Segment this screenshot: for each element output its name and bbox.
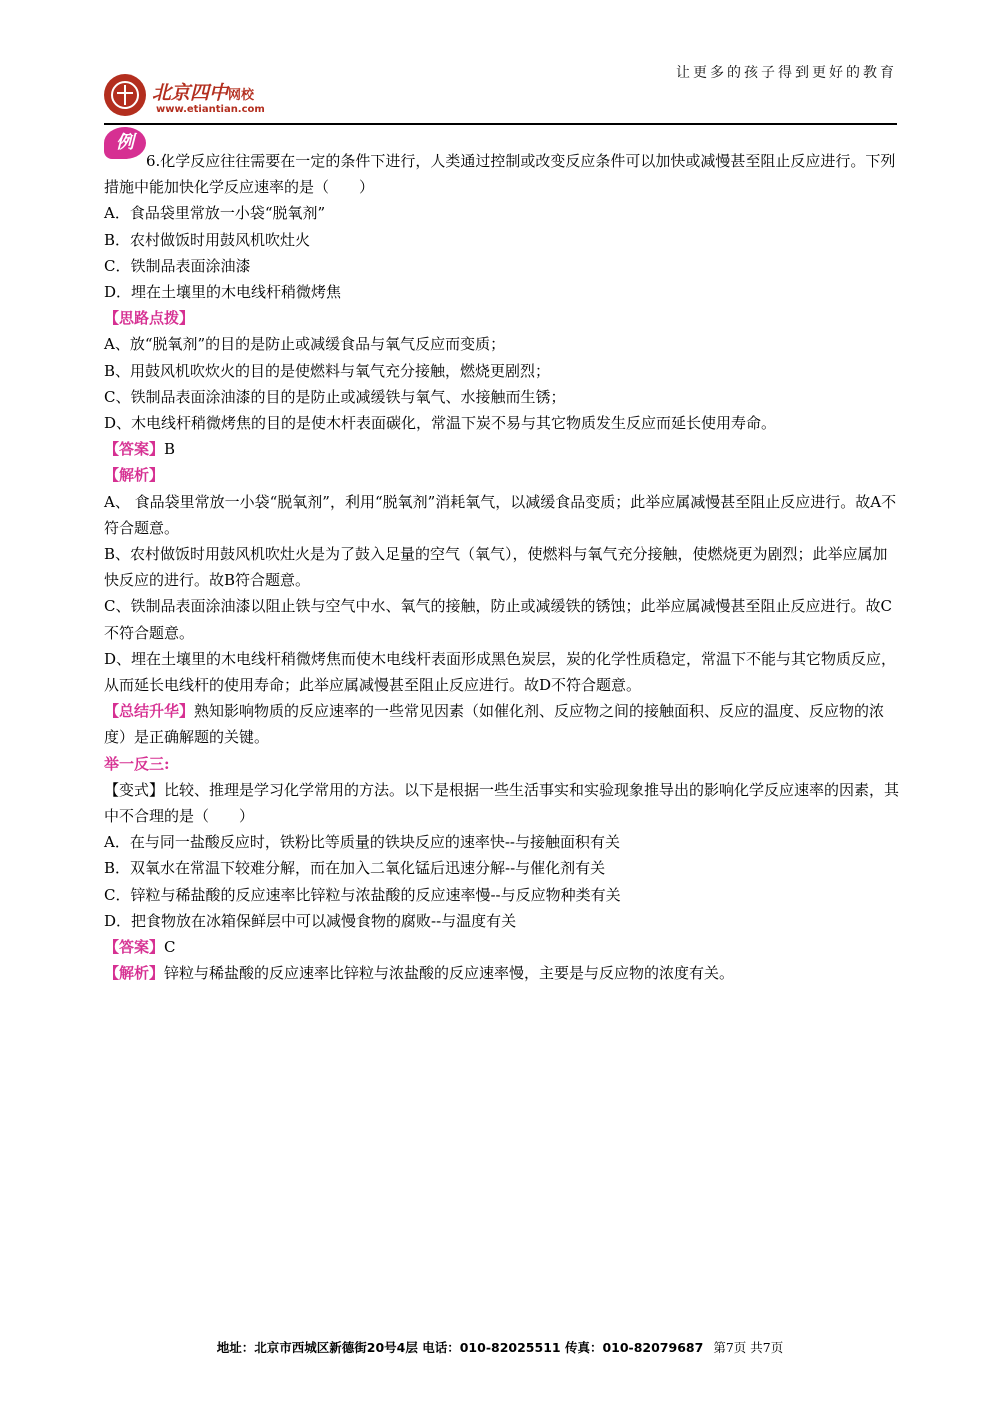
summary-paragraph xyxy=(104,698,900,750)
question-option-b: B．农村做饭时用鼓风机吹灶火 xyxy=(104,230,311,249)
variant-analysis-text: 锌粒与稀盐酸的反应速率比锌粒与浓盐酸的反应速率慢，主要是与反应物的浓度有关。 xyxy=(164,964,735,983)
answer-value: B xyxy=(164,440,176,459)
analysis-line-a: A、 食品袋里常放一小袋“脱氧剂”，利用“脱氧剂”消耗氧气，以减缓食品变质；此举应属减慢甚至阻止反应进行。故A不符合题意。 xyxy=(104,492,897,537)
logo[interactable] xyxy=(104,74,304,120)
logo-name: 北京四中网校 xyxy=(152,82,255,104)
variant-answer-line xyxy=(104,934,900,960)
logo-seal-icon xyxy=(104,74,146,116)
document-body xyxy=(104,148,900,987)
variant-paragraph xyxy=(104,777,900,829)
hint-line-a: A、放“脱氧剂”的目的是防止或减缓食品与氧气反应而变质； xyxy=(104,335,506,354)
answer-tag: 【答案】 xyxy=(104,440,165,459)
analysis-line-d: D、埋在土壤里的木电线杆稍微烤焦而使木电线杆表面形成黑色炭层，炭的化学性质稳定，常温下不能与其它物质反应，从而延长电线杆的使用寿命；此举应属减慢甚至阻止反应进行。故D不符合题意。 xyxy=(104,649,897,695)
variant-analysis-tag: 【解析】 xyxy=(104,964,165,983)
header-divider xyxy=(104,123,897,125)
variant-analysis-line xyxy=(104,960,900,986)
example-badge: 例 xyxy=(104,127,146,159)
summary-tag: 【总结升华】 xyxy=(104,702,195,721)
variant-answer-value: C xyxy=(164,938,176,957)
variant-option-a: A．在与同一盐酸反应时，铁粉比等质量的铁块反应的速率快--与接触面积有关 xyxy=(104,833,620,852)
hint-line-d: D、木电线杆稍微烤焦的目的是使木杆表面碳化，常温下炭不易与其它物质发生反应而延长使用寿命。 xyxy=(104,414,777,433)
header-slogan: 让更多的孩子得到更好的教育 xyxy=(676,65,897,81)
variant-option-d: D．把食物放在冰箱保鲜层中可以减慢食物的腐败--与温度有关 xyxy=(104,911,517,930)
hints-tag: 【思路点拨】 xyxy=(104,309,195,328)
logo-url: www.etiantian.com xyxy=(156,104,265,115)
answer-line xyxy=(104,436,900,462)
question-stem: 6.化学反应往往需要在一定的条件下进行，人类通过控制或改变反应条件可以加快或减慢甚至阻止反应进行。下列措施中能加快化学反应速率的是（ ） xyxy=(104,152,896,197)
question-option-d: D．埋在土壤里的木电线杆稍微烤焦 xyxy=(104,283,342,302)
practice-heading: 举一反三: xyxy=(104,754,170,773)
question-option-c: C．铁制品表面涂油漆 xyxy=(104,256,251,275)
footer-address: 地址：北京市西城区新德街20号4层 电话：010-82025511 传真：010-82079687 xyxy=(216,1340,704,1355)
hint-line-c: C、铁制品表面涂油漆的目的是防止或减缓铁与氧气、水接触而生锈； xyxy=(104,387,566,406)
page-number: 第7页 共7页 xyxy=(713,1340,784,1355)
analysis-line-b: B、农村做饭时用鼓风机吹灶火是为了鼓入足量的空气（氧气），使燃料与氧气充分接触，使燃烧更为剧烈；此举应属加快反应的进行。故B符合题意。 xyxy=(104,545,888,590)
variant-option-c: C．锌粒与稀盐酸的反应速率比锌粒与浓盐酸的反应速率慢--与反应物种类有关 xyxy=(104,885,621,904)
variant-stem: 比较、推理是学习化学常用的方法。以下是根据一些生活事实和实验现象推导出的影响化学反应速率的因素，其中不合理的是（ ） xyxy=(104,780,900,826)
summary-text: 熟知影响物质的反应速率的一些常见因素（如催化剂、反应物之间的接触面积、反应的温度、反应物的浓度）是正确解题的关键。 xyxy=(104,702,885,747)
analysis-tag: 【解析】 xyxy=(104,466,165,485)
analysis-line-c: C、铁制品表面涂油漆以阻止铁与空气中水、氧气的接触，防止或减缓铁的锈蚀；此举应属减慢甚至阻止反应进行。故C不符合题意。 xyxy=(104,597,892,642)
hint-line-b: B、用鼓风机吹炊火的目的是使燃料与氧气充分接触，燃烧更剧烈； xyxy=(104,361,551,380)
variant-answer-tag: 【答案】 xyxy=(104,938,165,957)
page-footer xyxy=(0,1338,1000,1356)
variant-option-b: B．双氧水在常温下较难分解，而在加入二氧化锰后迅速分解--与催化剂有关 xyxy=(104,859,606,878)
variant-tag: 【变式】 xyxy=(104,780,165,799)
question-option-a: A．食品袋里常放一小袋“脱氧剂” xyxy=(104,204,326,223)
